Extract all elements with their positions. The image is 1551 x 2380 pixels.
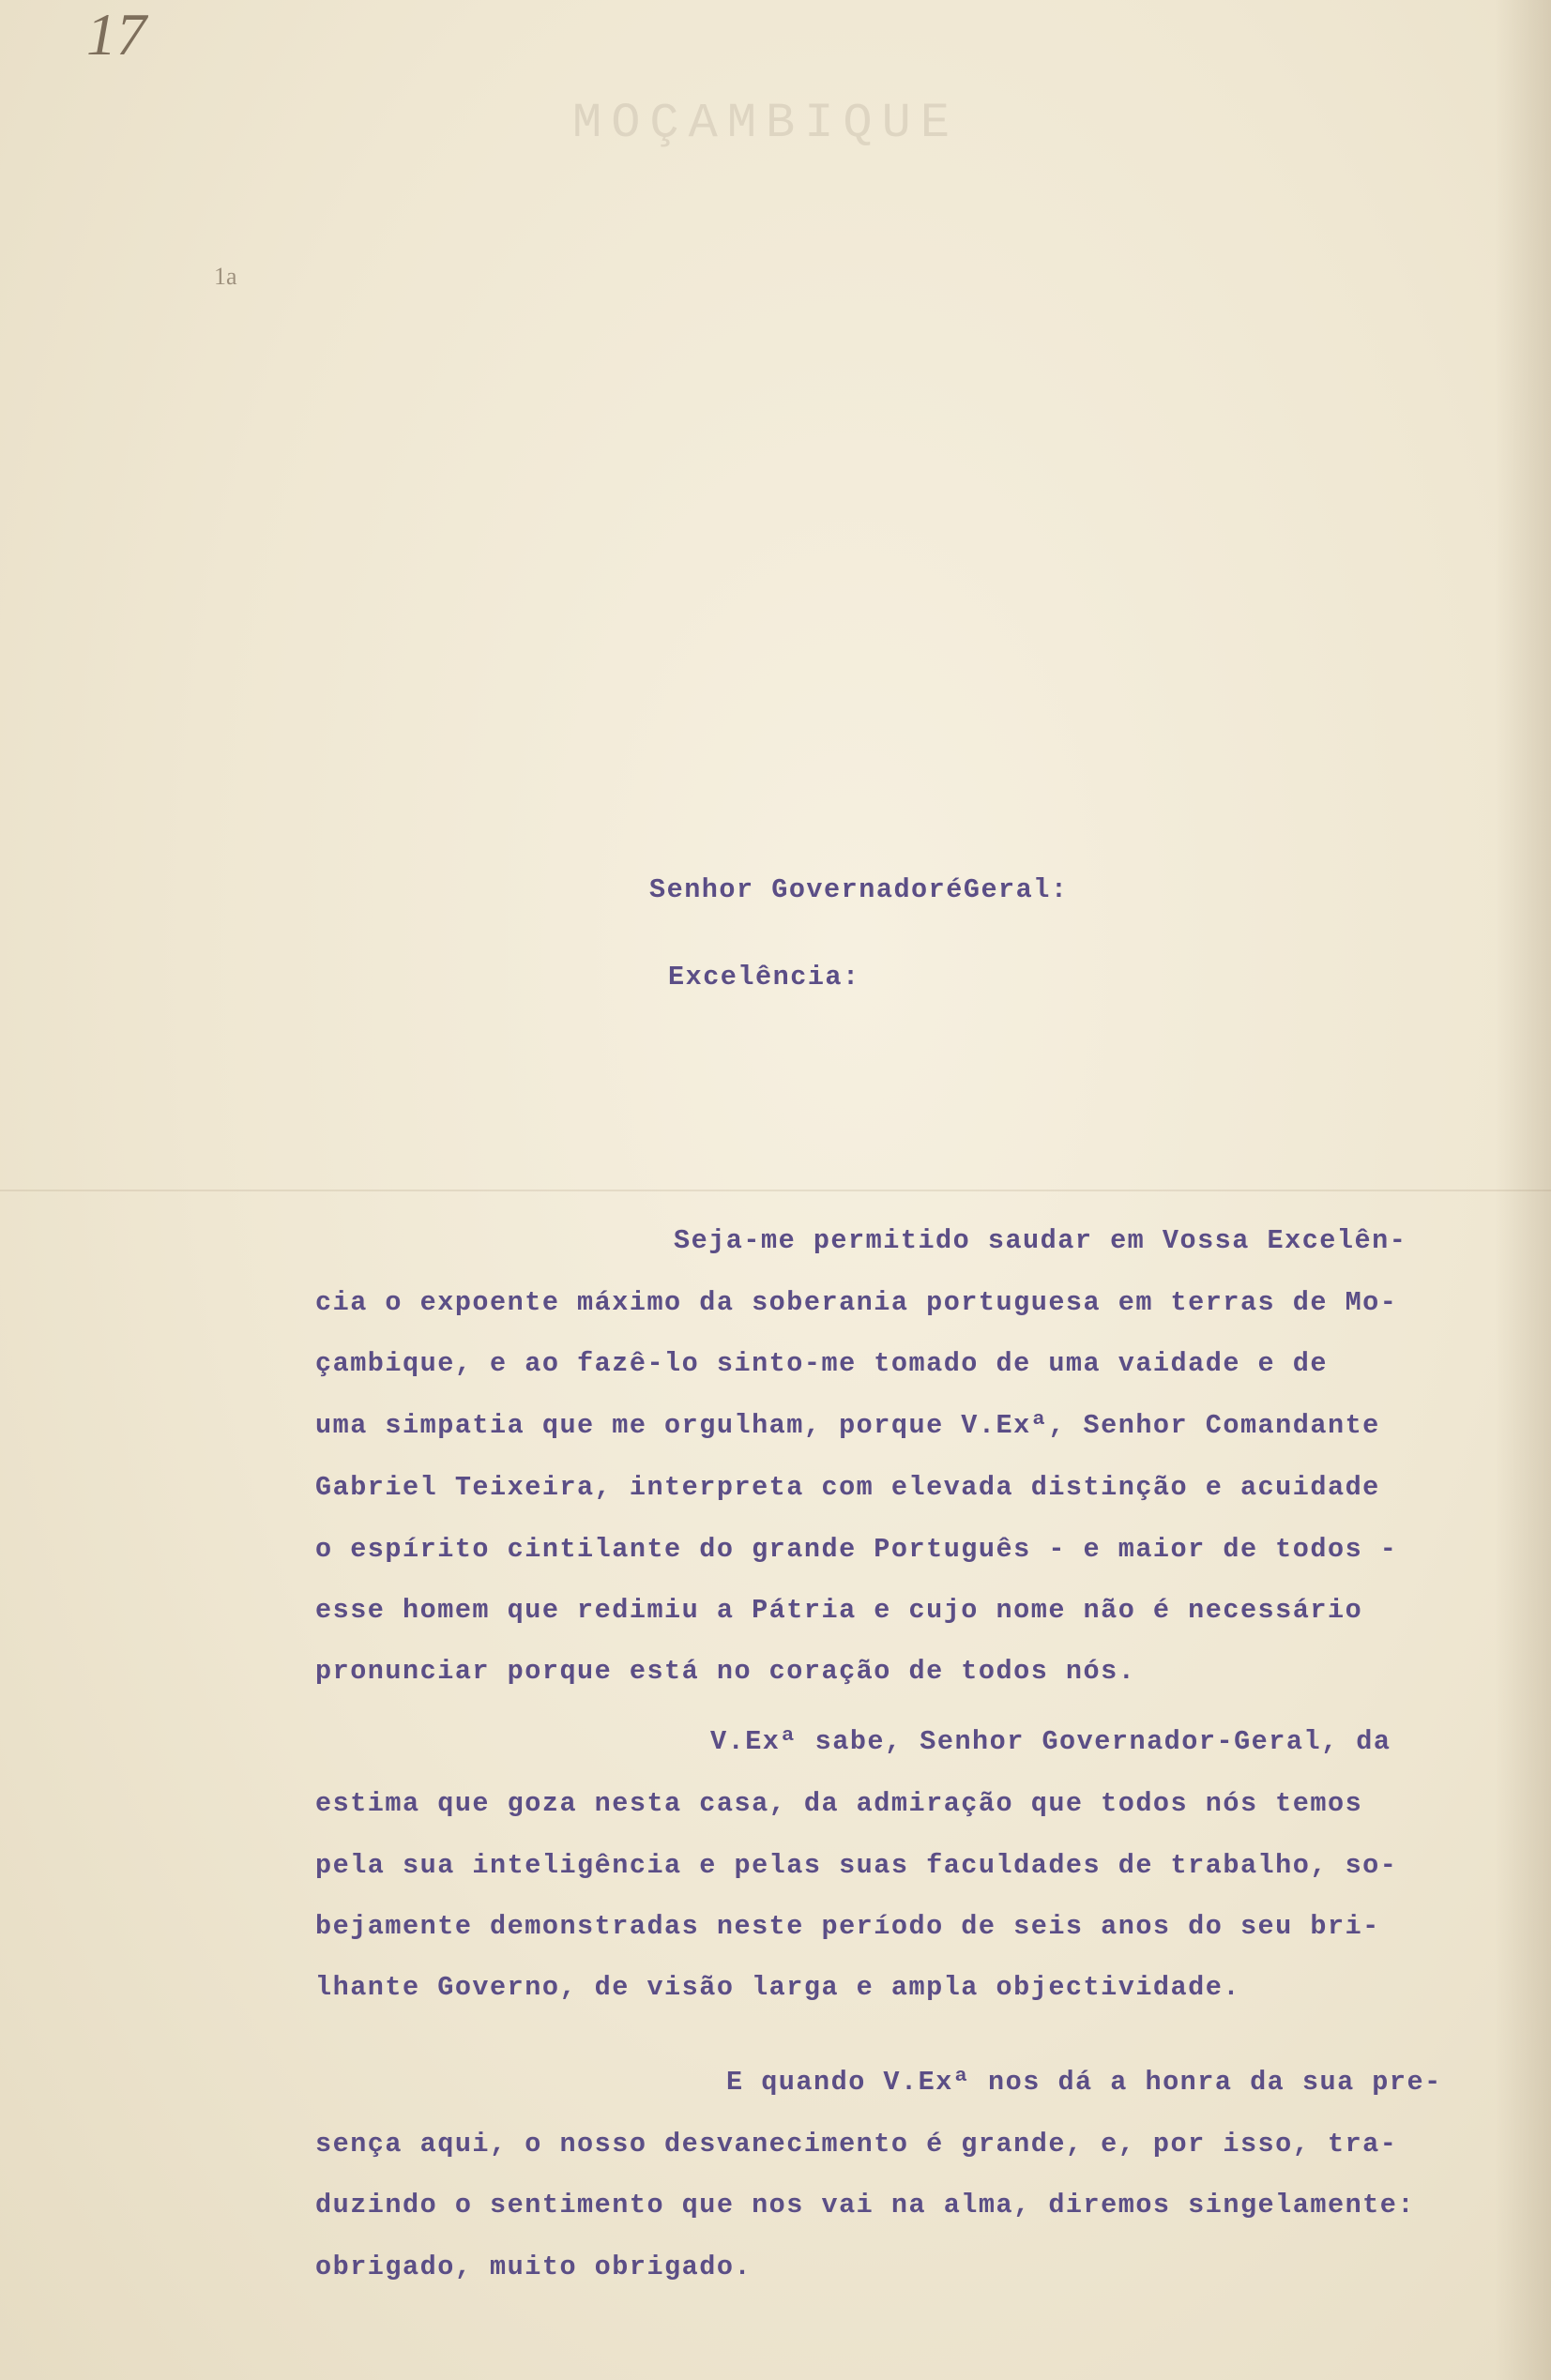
handwritten-corner-mark: 17 bbox=[86, 1, 146, 68]
body-line-15: sença aqui, o nosso desvanecimento é grande, e, por isso, tra- bbox=[315, 2129, 1398, 2160]
body-line-13: lhante Governo, de visão larga e ampla objectividade. bbox=[315, 1972, 1240, 2003]
letter-excellency: Excelência: bbox=[668, 962, 860, 993]
body-line-2: cia o expoente máximo da soberania portuguesa em terras de Mo- bbox=[315, 1287, 1398, 1318]
body-line-17: obrigado, muito obrigado. bbox=[315, 2251, 753, 2282]
body-line-6: o espírito cintilante do grande Português - e maior de todos - bbox=[315, 1534, 1398, 1565]
body-line-10: estima que goza nesta casa, da admiração que todos nós temos bbox=[315, 1788, 1363, 1819]
letter-salutation: Senhor GovernadoréGeral: bbox=[649, 874, 1069, 905]
body-line-11: pela sua inteligência e pelas suas faculdades de trabalho, so- bbox=[315, 1850, 1398, 1881]
body-line-16: duzindo o sentimento que nos vai na alma, diremos singelamente: bbox=[315, 2190, 1415, 2221]
paper-fold-line bbox=[0, 1190, 1551, 1191]
body-line-4: uma simpatia que me orgulham, porque V.Exª, Senhor Comandante bbox=[315, 1410, 1380, 1441]
body-line-3: çambique, e ao fazê-lo sinto-me tomado de uma vaidade e de bbox=[315, 1348, 1328, 1379]
body-line-14: E quando V.Exª nos dá a honra da sua pre- bbox=[726, 2067, 1442, 2098]
body-line-5: Gabriel Teixeira, interpreta com elevada distinção e acuidade bbox=[315, 1472, 1380, 1503]
handwritten-small-mark: 1a bbox=[214, 263, 237, 290]
body-line-12: bejamente demonstradas neste período de seis anos do seu bri- bbox=[315, 1911, 1380, 1942]
bleed-through-text: MOÇAMBIQUE bbox=[572, 96, 960, 151]
body-line-9: V.Exª sabe, Senhor Governador-Geral, da bbox=[710, 1726, 1391, 1757]
body-line-7: esse homem que redimiu a Pátria e cujo nome não é necessário bbox=[315, 1595, 1363, 1626]
body-line-8: pronunciar porque está no coração de todos nós. bbox=[315, 1656, 1136, 1687]
body-line-1: Seja-me permitido saudar em Vossa Excelên- bbox=[674, 1225, 1407, 1256]
